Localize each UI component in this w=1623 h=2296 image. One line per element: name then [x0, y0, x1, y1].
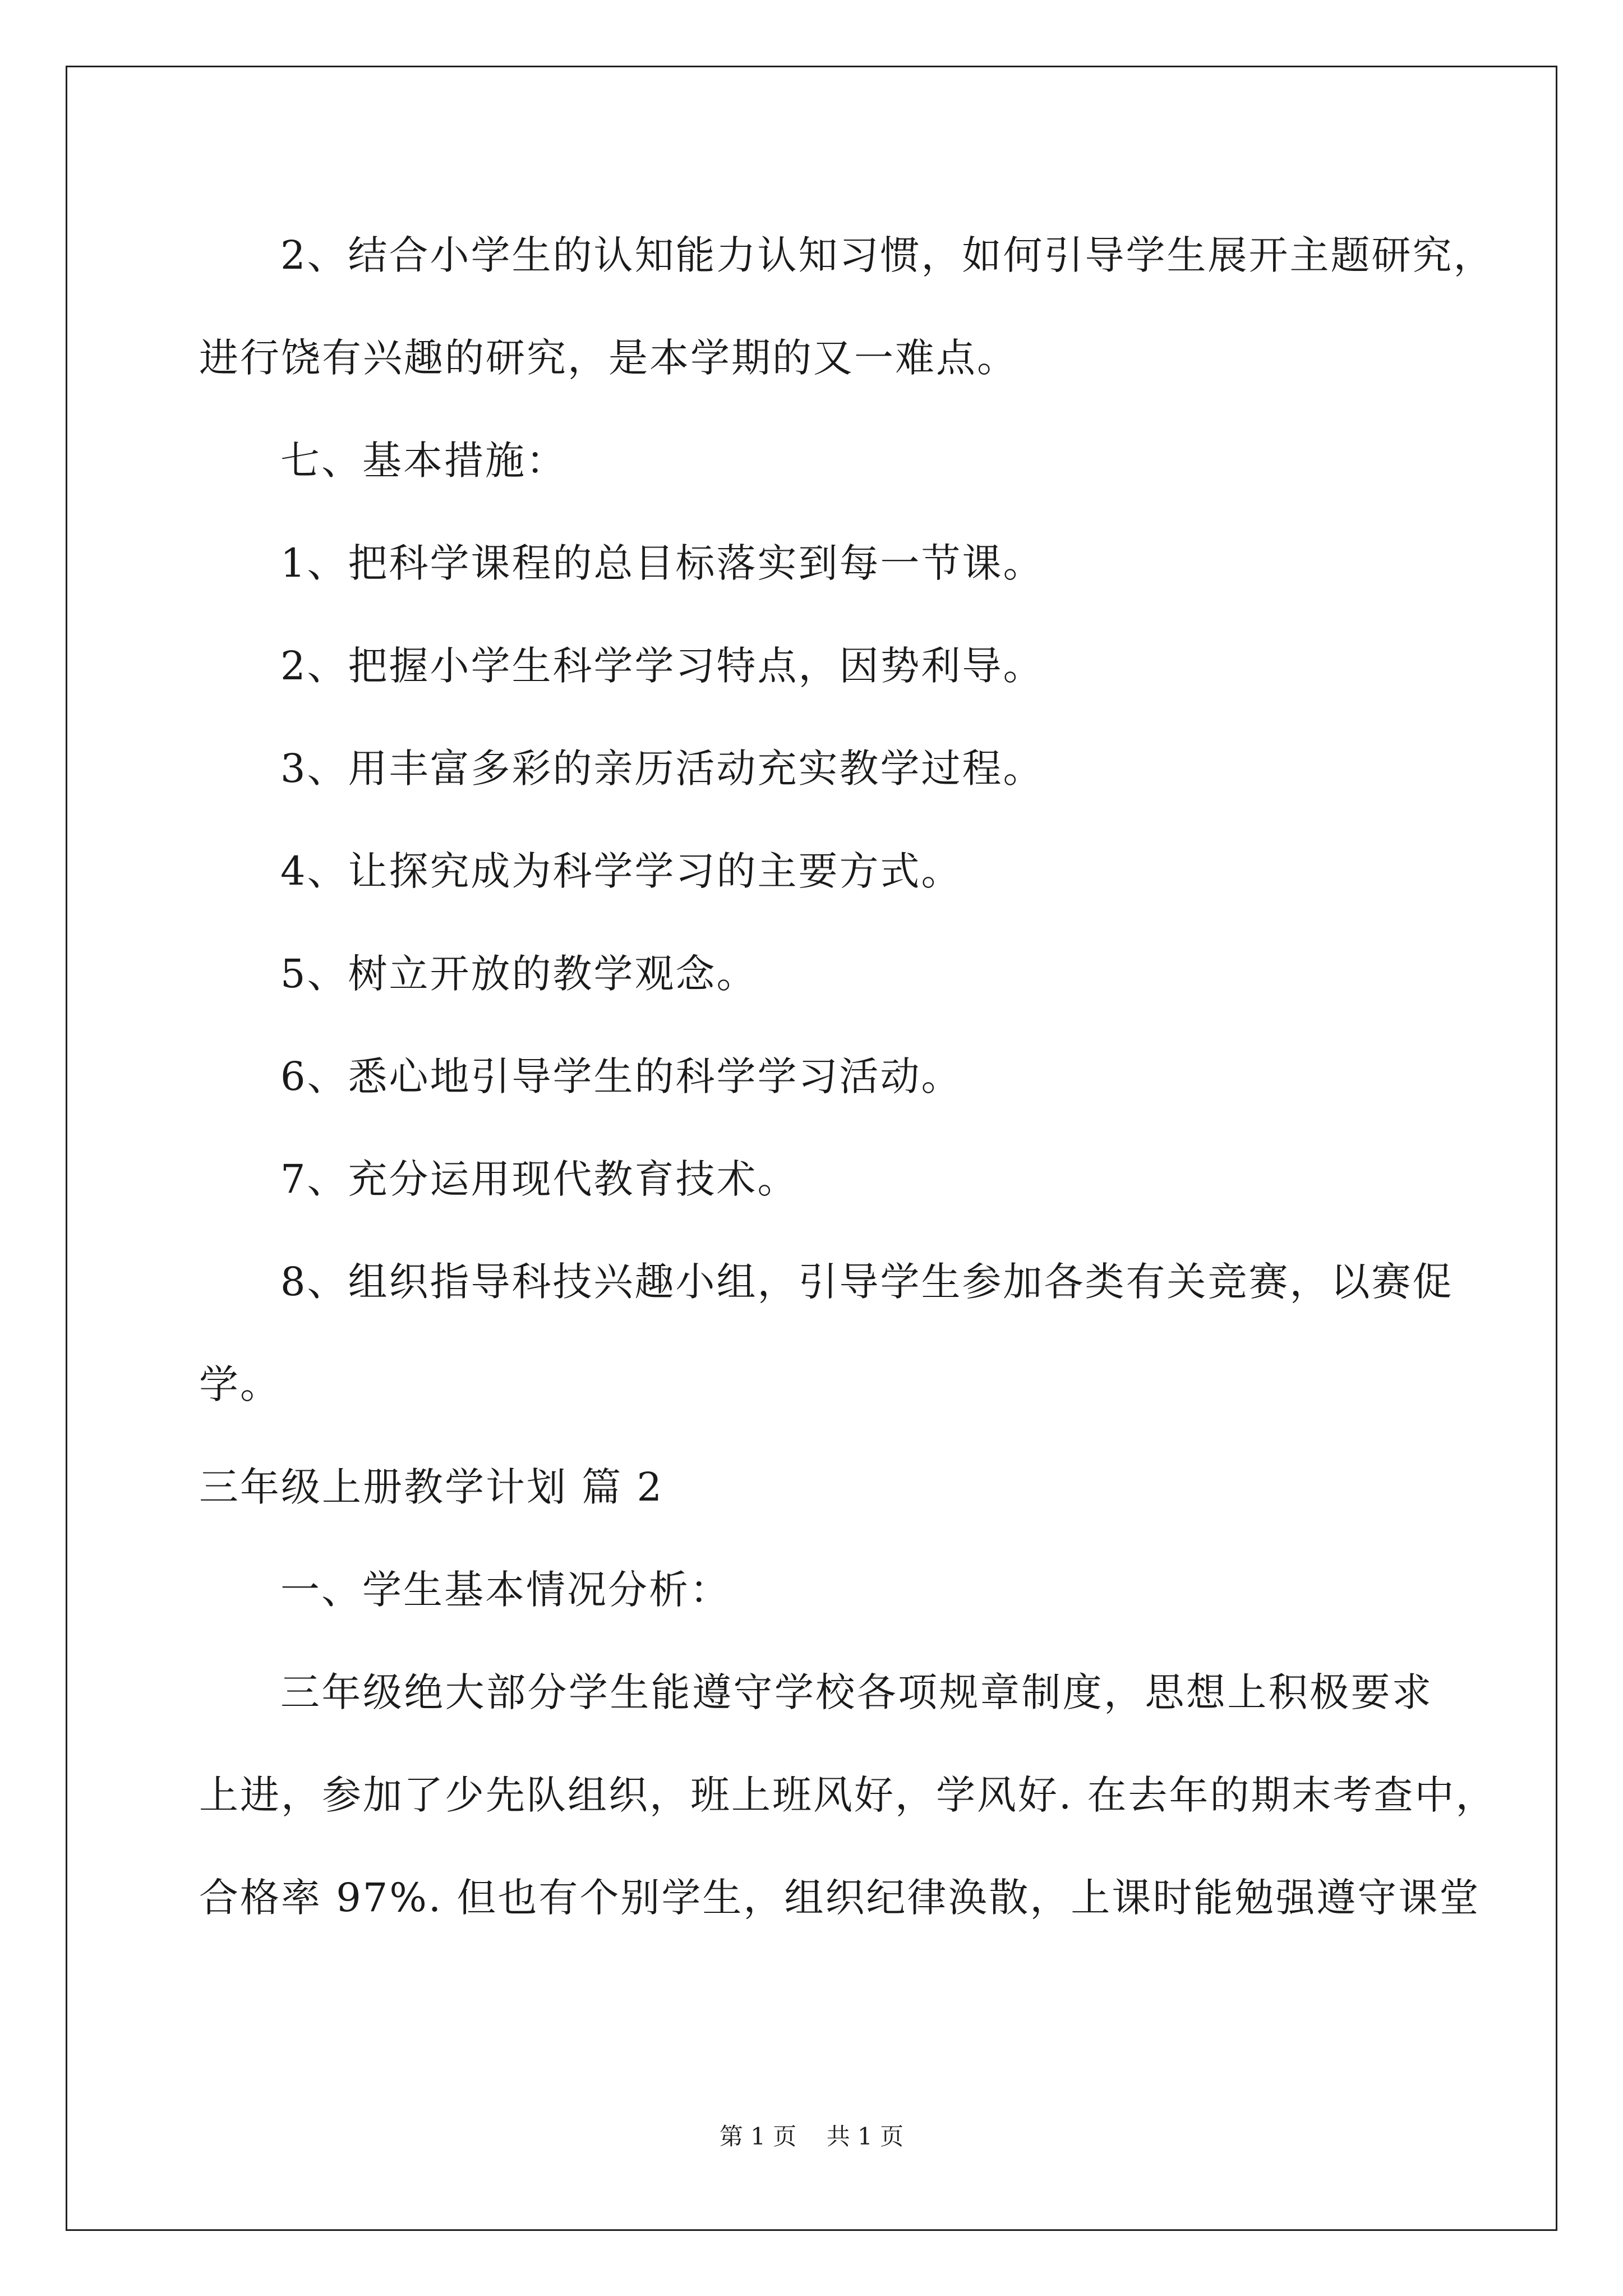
list-item: 4、让探究成为科学学习的主要方式。 [280, 848, 962, 894]
list-item: 6、悉心地引导学生的科学学习活动。 [280, 1053, 962, 1099]
list-item: 1、把科学课程的总目标落实到每一节课。 [280, 540, 1044, 586]
paragraph-line: 合格率 97%. 但也有个别学生，组织纪律涣散，上课时能勉强遵守课堂 [199, 1875, 1481, 1921]
list-item: 8、组织指导科技兴趣小组，引导学生参加各类有关竞赛，以赛促 [280, 1259, 1454, 1305]
paragraph-line: 进行饶有兴趣的研究，是本学期的又一难点。 [199, 335, 1018, 381]
list-item: 2、把握小学生科学学习特点，因势利导。 [280, 643, 1044, 689]
article-title: 三年级上册教学计划 篇 2 [199, 1464, 664, 1510]
paragraph-line: 上进，参加了少先队组织，班上班风好，学风好. 在去年的期末考查中， [199, 1772, 1497, 1818]
list-item: 3、用丰富多彩的亲历活动充实教学过程。 [280, 746, 1044, 792]
paragraph-line: 2、结合小学生的认知能力认知习惯，如何引导学生展开主题研究， [280, 232, 1495, 278]
paragraph-line: 三年级绝大部分学生能遵守学校各项规章制度，思想上积极要求 [280, 1669, 1433, 1715]
list-item: 7、充分运用现代教育技术。 [280, 1156, 799, 1202]
page-number-footer: 第 1 页 共 1 页 [719, 2123, 904, 2150]
section-heading: 七、基本措施： [280, 438, 567, 484]
list-item: 5、树立开放的教学观念。 [280, 951, 758, 997]
section-heading: 一、学生基本情况分析： [280, 1567, 731, 1613]
list-item-continuation: 学。 [199, 1361, 281, 1407]
